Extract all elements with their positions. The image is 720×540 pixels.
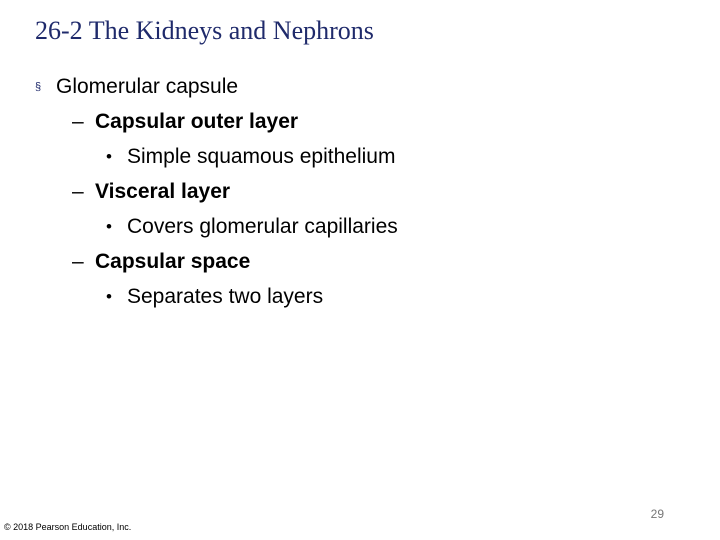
copyright-notice: © 2018 Pearson Education, Inc.	[4, 522, 132, 532]
slide-title: 26-2 The Kidneys and Nephrons	[35, 16, 374, 45]
bullet-item-covers-capillaries	[35, 212, 398, 247]
dot-bullet-icon: •	[106, 147, 112, 166]
dot-bullet-icon: •	[106, 217, 112, 236]
bullet-text: Separates two layers	[127, 285, 324, 308]
bullet-item-separates-layers	[35, 282, 398, 317]
bullet-text: Visceral layer	[95, 180, 231, 203]
dash-bullet-icon: –	[72, 110, 84, 133]
page-number: 29	[650, 507, 664, 521]
bullet-text: Capsular space	[95, 250, 251, 273]
bullet-text: Covers glomerular capillaries	[127, 215, 398, 238]
bullet-item-simple-squamous	[35, 142, 398, 177]
section-bullet-icon: §	[35, 81, 42, 93]
bullet-item-capsular-space	[35, 247, 398, 282]
bullet-item-glomerular-capsule	[35, 72, 398, 107]
bullet-text: Capsular outer layer	[95, 110, 299, 133]
bullet-text: Glomerular capsule	[56, 75, 239, 98]
bullet-text: Simple squamous epithelium	[127, 145, 396, 168]
dot-bullet-icon: •	[106, 287, 112, 306]
dash-bullet-icon: –	[72, 250, 84, 273]
bullet-item-visceral-layer	[35, 177, 398, 212]
bullet-list	[35, 72, 398, 317]
dash-bullet-icon: –	[72, 180, 84, 203]
bullet-item-capsular-outer-layer	[35, 107, 398, 142]
